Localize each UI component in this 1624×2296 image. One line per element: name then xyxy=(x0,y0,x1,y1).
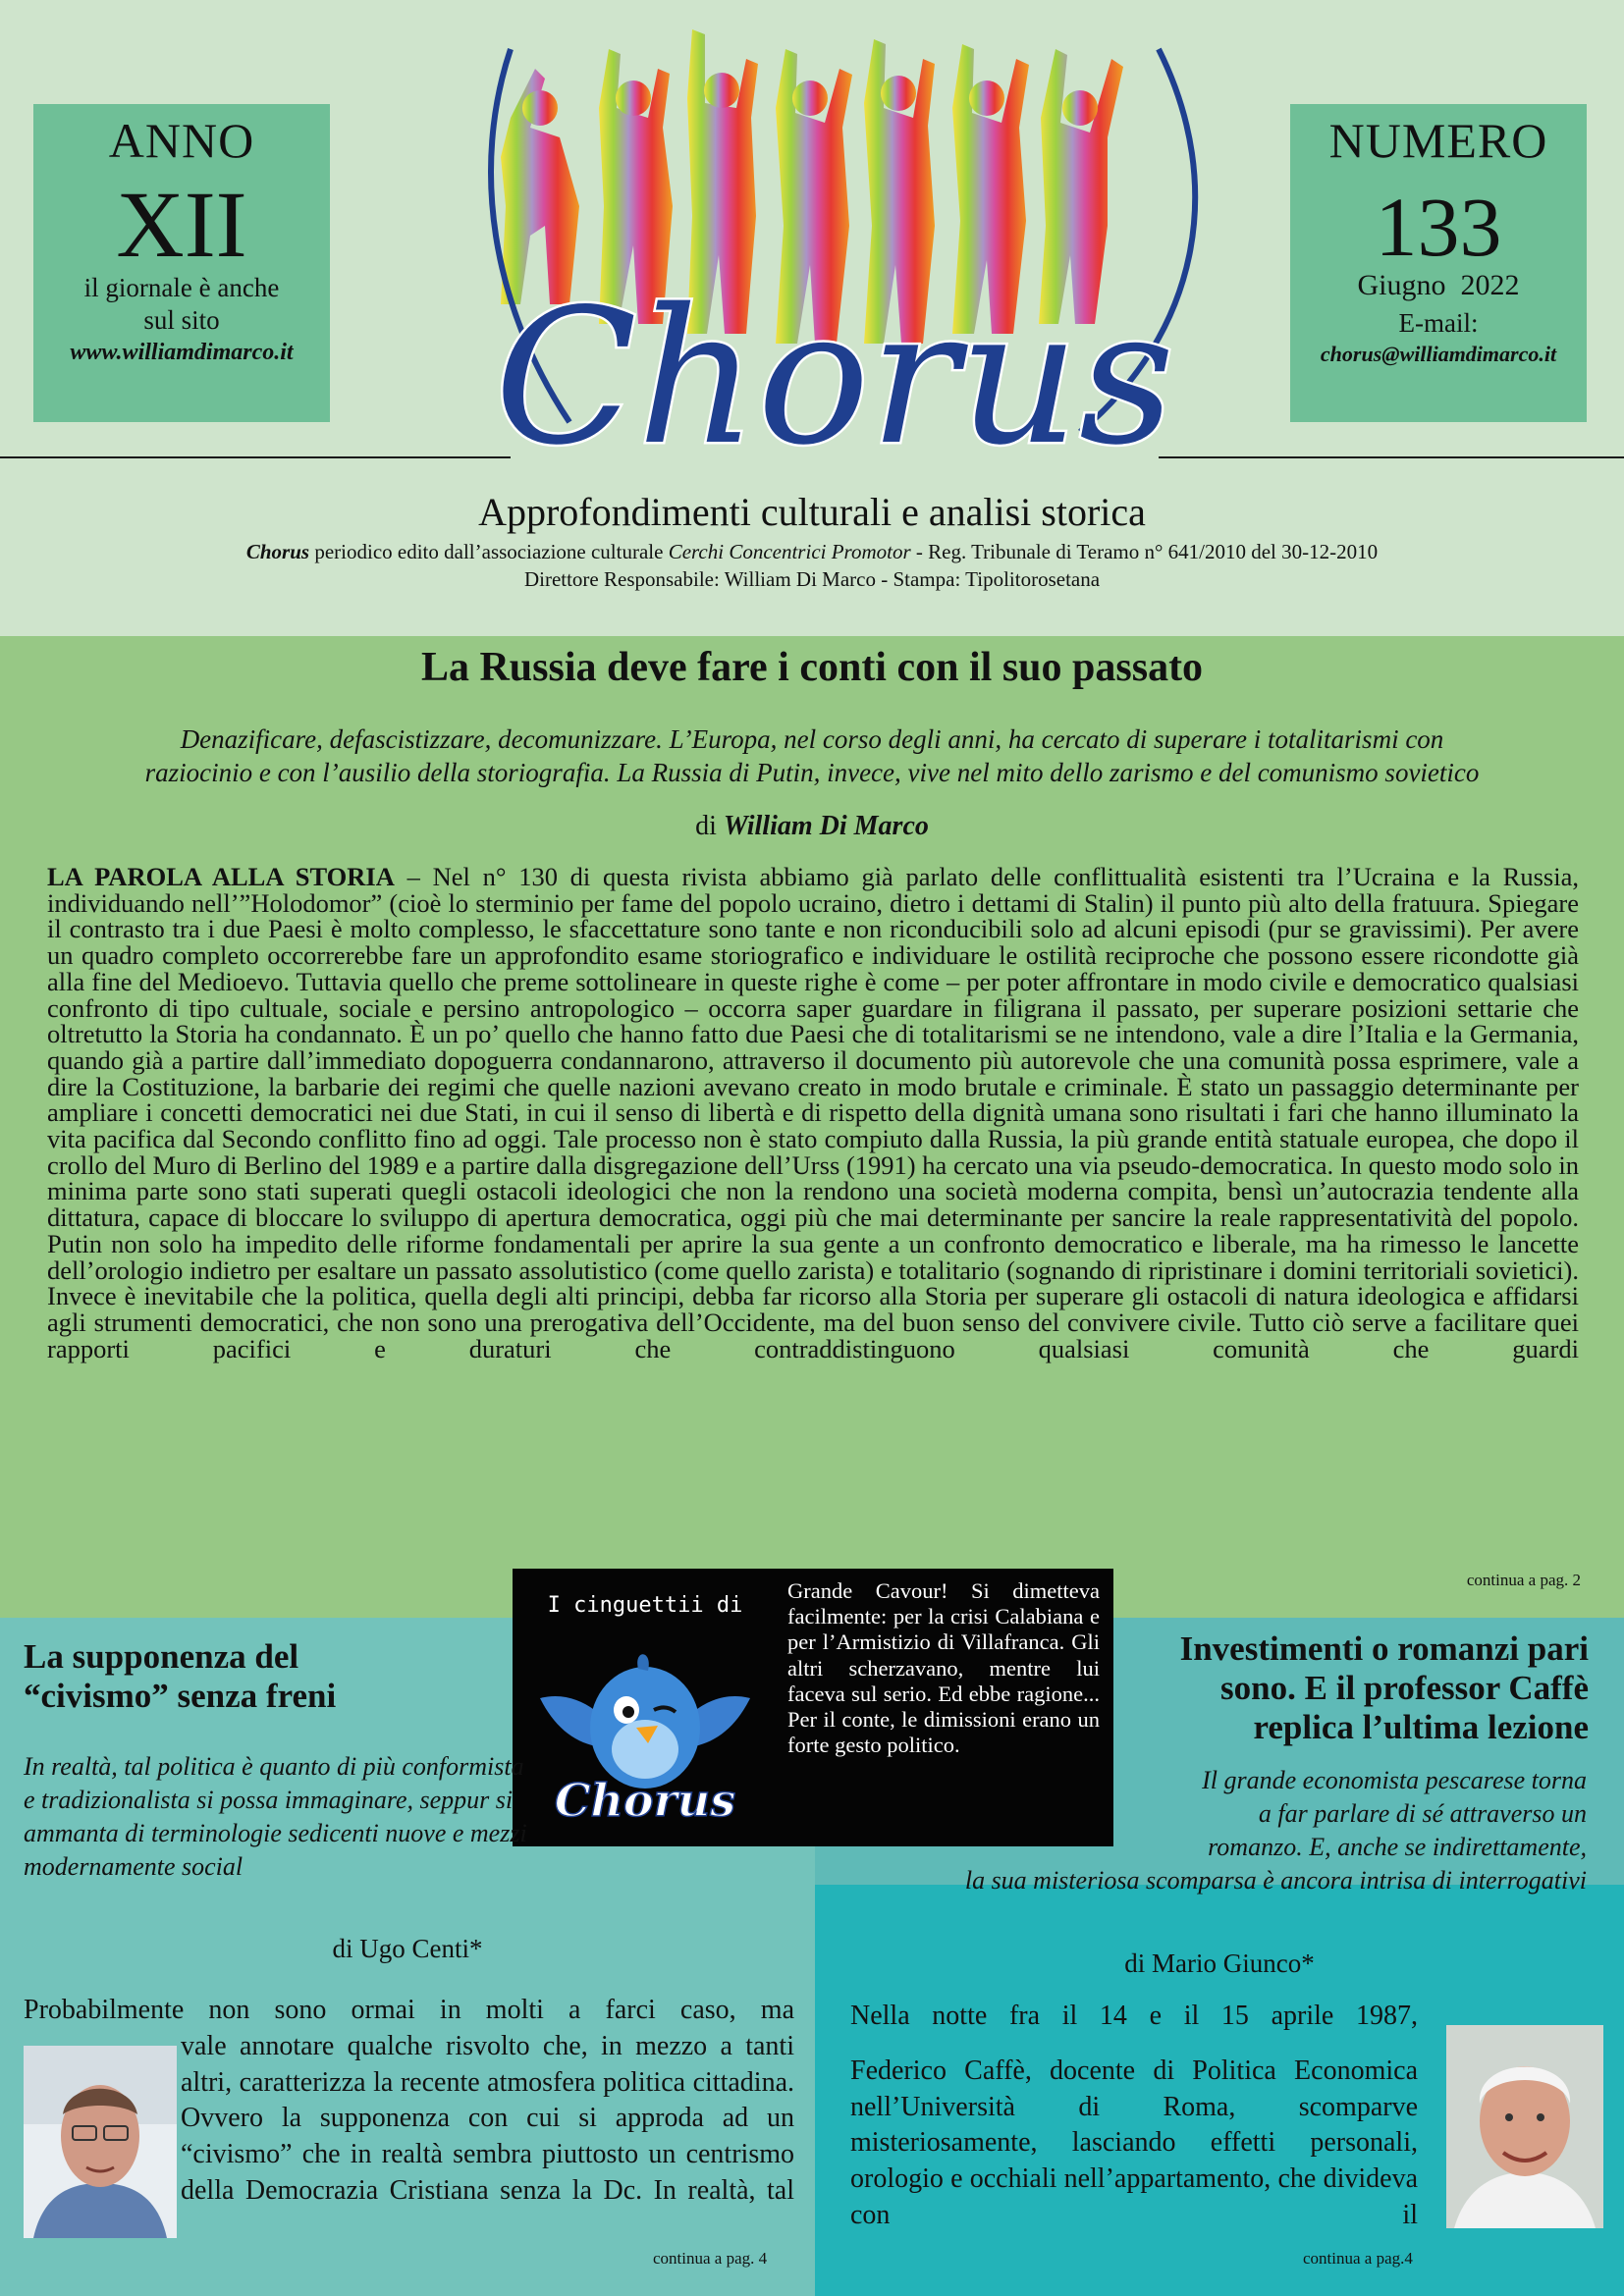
chorus-logo xyxy=(452,10,1218,491)
right-title-line-1: Investimenti o romanzi pari xyxy=(1179,1629,1589,1668)
main-article-lead: LA PAROLA ALLA STORIA xyxy=(47,862,395,891)
author-portrait-icon xyxy=(1446,2025,1603,2228)
right-lede-line-2: a far parlare di sé attraverso un xyxy=(1258,1799,1587,1828)
credits-text-a: periodico edito dall’associazione culturale xyxy=(309,540,669,563)
cinguettii-header: I cinguettii di xyxy=(547,1593,743,1618)
credits-text-b: - Reg. Tribunale di Teramo n° 641/2010 del 30-12-2010 xyxy=(910,540,1379,563)
site-note-1: il giornale è anche xyxy=(83,273,280,302)
main-article-lede-2: raziocinio e con l’ausilio della storiografia. La Russia di Putin, invece, vive nel mito dello zarismo e del comunismo sovietico xyxy=(144,758,1480,787)
main-article-body xyxy=(47,864,1579,1362)
bird-icon xyxy=(520,1580,770,1838)
header-rule-left xyxy=(0,456,511,458)
chorus-logo-graphic xyxy=(452,10,1218,491)
left-title-line-2: “civismo” senza freni xyxy=(24,1677,337,1715)
left-title-line-1: La supponenza del xyxy=(24,1637,299,1676)
email-link[interactable]: chorus@williamdimarco.it xyxy=(1320,342,1557,366)
issue-date: Giugno 2022 xyxy=(1357,269,1520,301)
byline-prefix: di xyxy=(695,811,724,841)
email-label: E-mail: xyxy=(1398,308,1479,338)
header-rule-right xyxy=(1159,456,1624,458)
left-article-first-line: Probabilmente non sono ormai in molti a farci caso, ma xyxy=(24,1995,794,2025)
site-note-2: sul sito xyxy=(143,305,220,335)
right-title-line-3: replica l’ultima lezione xyxy=(1253,1708,1589,1746)
left-continua-link[interactable]: continua a pag. 4 xyxy=(653,2249,768,2268)
ugo-centi-photo xyxy=(24,2046,177,2238)
chorus-wordmark: Chorus xyxy=(494,269,1175,486)
main-article-author: William Di Marco xyxy=(723,811,929,841)
anno-badge xyxy=(33,104,330,422)
right-lede-line-4: la sua misteriosa scomparsa è ancora intrisa di interrogativi xyxy=(964,1866,1587,1895)
right-article-lede xyxy=(815,1764,1587,1897)
credits-brand: Chorus xyxy=(245,540,310,563)
main-article-lede-1: Denazificare, defascistizzare, decomunizzare. L’Europa, nel corso degli anni, ha cercato di superare i totalitarismi con xyxy=(180,724,1444,754)
right-title-line-2: sono. E il professor Caffè xyxy=(1220,1669,1589,1707)
director-credits: Direttore Responsabile: William Di Marco - Stampa: Tipolitorosetana xyxy=(523,567,1101,591)
right-lede-line-1: Il grande economista pescarese torna xyxy=(1202,1766,1587,1794)
credits-association: Cerchi Concentrici Promotor xyxy=(668,540,911,563)
right-lede-line-3: romanzo. E, anche se indirettamente, xyxy=(1208,1833,1587,1861)
numero-label: NUMERO xyxy=(1328,113,1548,168)
cinguettii-logo: Chorus xyxy=(554,1774,736,1827)
right-article-byline: di Mario Giunco* xyxy=(1124,1949,1315,1978)
left-article-lede: In realtà, tal politica è quanto di più conformista e tradizionalista si possa immaginare, seppur si ammanta di terminologie sedicenti nuove e mezzi modernamente social xyxy=(24,1752,527,1881)
right-article-body: Federico Caffè, docente di Politica Economica nell’Università di Roma, scomparve misteriosamente, lasciando effetti personali, orologio e occhiali nell’appartamento, che divideva con il xyxy=(850,2056,1418,2230)
numero-badge xyxy=(1290,104,1587,422)
cinguettii-bird-illustration xyxy=(520,1580,770,1838)
left-article-body: vale annotare qualche risvolto che, in mezzo a tanti altri, caratterizza la recente atmosfera politica cittadina. Ovvero la supponenza con cui si approda ad un “civismo” che in realtà sembra piuttosto un centrismo della Democrazia Cristiana senza la Dc. In realtà, tal xyxy=(181,2031,794,2206)
left-article-byline: di Ugo Centi* xyxy=(332,1934,483,1963)
publisher-credits xyxy=(0,540,1624,564)
main-continua-link[interactable]: continua a pag. 2 xyxy=(1466,1571,1581,1589)
anno-label: ANNO xyxy=(108,113,255,168)
mario-giunco-photo xyxy=(1446,2025,1603,2228)
site-url-link[interactable]: www.williamdimarco.it xyxy=(70,340,294,365)
author-portrait-icon xyxy=(24,2046,177,2238)
main-article-title: La Russia deve fare i conti con il suo passato xyxy=(420,645,1204,690)
main-article-text: – Nel n° 130 di questa rivista abbiamo già parlato delle conflittualità esistenti tra l’Ucraina e la Russia, individuando nell’”Holodomor” (cioè lo sterminio per fame del popolo ucraino, dietro i dettami di Stalin) il punto più alto della fratuura. Spiegare il contrasto tra i due Paesi è molto complesso, le sfaccettature sono tante e non riconducibili solo ad alcuni episodi (pur se gravissimi). Per avere un quadro completo occorrerebbe fare un approfondito esame storiografico e individuare le ostilità reciproche che possono essere ricondotte già alla fine del Medioevo. Tuttavia quello che preme sottolineare in queste righe è come – per poter affrontare in modo civile e democratico qualsiasi confronto di tipo cultuale, sociale e persino antropologico – occorra saper guardare in filigrana il passato, per superare posizioni settarie che oltretutto la Storia ha condannato. È un po’ quello che hanno fatto due Paesi che di totalitarismi se ne intendono, vale a dire l’Italia e la Germania, quando già a partire dall’immediato dopoguerra condannarono, attraverso il documento più autorevole che una comunità possa esprimere, vale a dire la Costituzione, la barbarie dei regimi che quelle nazioni avevano creato in modo brutale e criminale. È stato un passaggio determinante per ampliare i concetti democratici nei due Stati, in cui il senso di libertà e di rispetto della dignità umana sono risultati i fari che hanno illuminato la vita pacifica dal Secondo conflitto fino ad oggi. Tale processo non è stato compiuto dalla Russia, la più grande entità statuale europea, che dopo il crollo del Muro di Berlino del 1989 e a partire dalla disgregazione dell’Urss (1991) ha cercato una via pseudo-democratica. In questo modo solo in minima parte sono stati superati quegli ostacoli ideologici che non la rendono una società moderna compita, bensì un’autocrazia tendente alla dittatura, capace di bloccare lo sviluppo di apertura democratica, oggi più che mai determinante per sancire la reale rappresentatività del popolo. Putin non solo ha impedito delle riforme fondamentali per aprire la sua gente a un confronto democratico e liberale, ma ha rimesso le lancette dell’orologio indietro per esaltare un passato assolutistico (come quello zarista) e totalitario (sognando di ripristinare i domini territoriali sovietici). Invece è inevitabile che la politica, quella degli alti principi, debba far ricorso alla Storia per superare gli ostacoli di natura ideologica e affidarsi agli strumenti democratici, che non sono una prerogativa dell’Occidente, ma del buon senso del convivere civile. Tutto ciò serve a facilitare quei rapporti pacifici e duraturi che contraddistinguono qualsiasi comunità che guardi xyxy=(47,862,1579,1363)
numero-value: 133 xyxy=(1375,180,1502,274)
masthead-subtitle: Approfondimenti culturali e analisi storica xyxy=(478,490,1146,534)
right-article-first-line: Nella notte fra il 14 e il 15 aprile 1987, xyxy=(850,2001,1418,2031)
left-article-title xyxy=(24,1637,534,1716)
cinguettii-text: Grande Cavour! Si dimetteva facilmente: per la crisi Calabiana e per l’Armistizio di Villafranca. Gli altri scherzavano, mentre lui faceva sul serio. Ed ebbe ragione... Per il conte, le dimissioni erano un forte gesto politico. xyxy=(787,1578,1100,1758)
right-continua-link[interactable]: continua a pag.4 xyxy=(1303,2249,1413,2268)
anno-value: XII xyxy=(116,172,247,277)
main-article-byline xyxy=(0,811,1624,842)
right-article-title xyxy=(1119,1629,1589,1747)
